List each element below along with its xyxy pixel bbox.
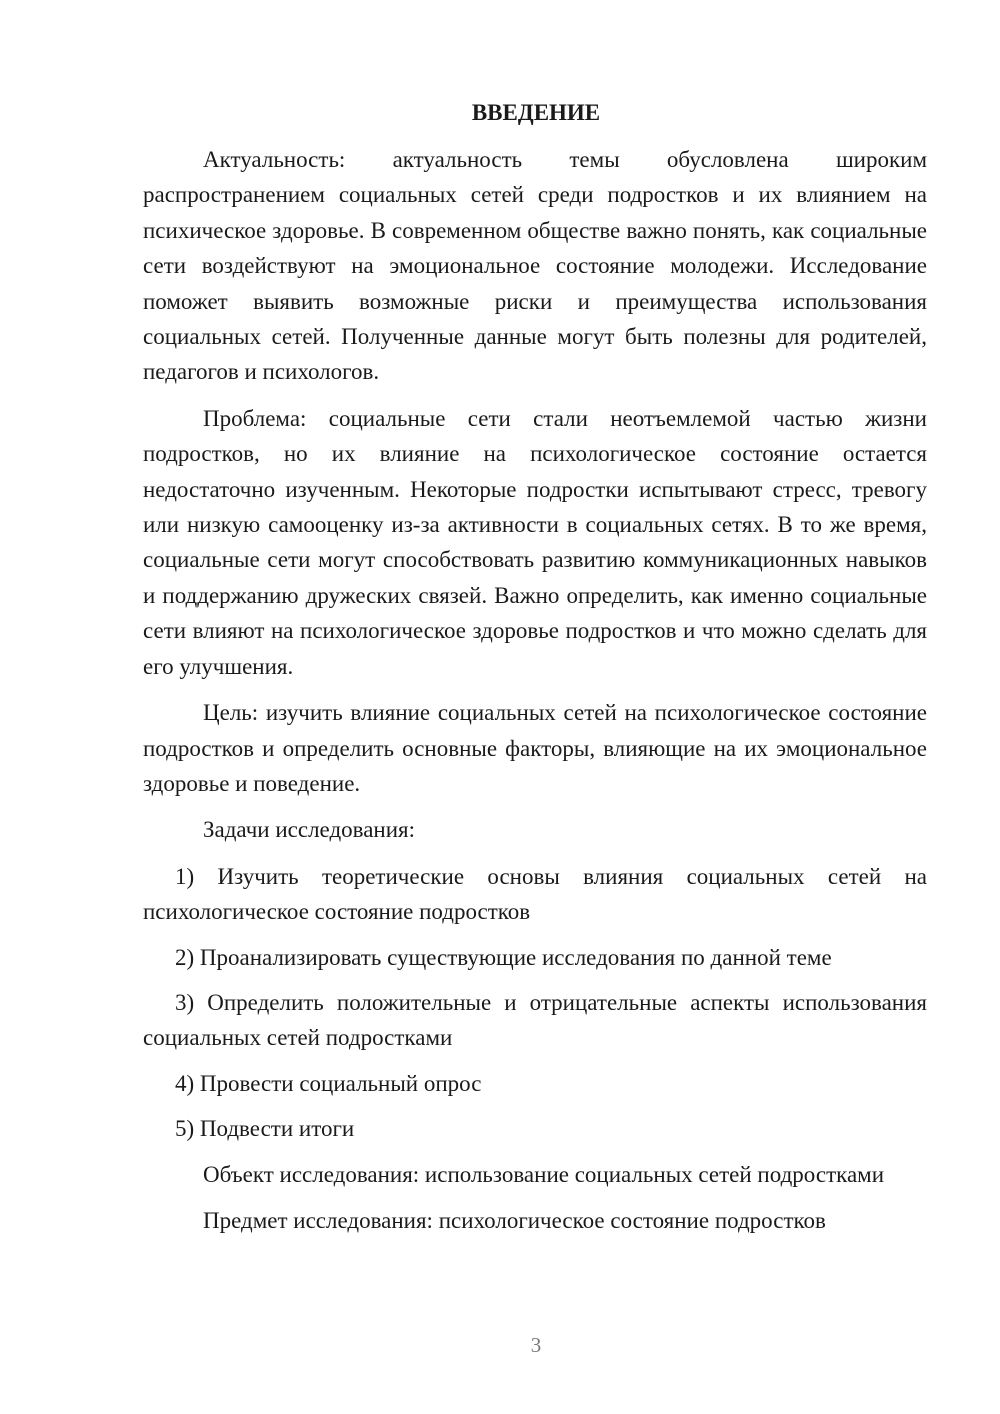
task-item-1: 1) Изучить теоретические основы влияния социальных сетей на психологическое состояние подростков: [143, 863, 927, 925]
tasks-heading: Задачи исследования:: [203, 817, 416, 843]
page-content: [143, 95, 927, 1249]
problem-paragraph: Проблема: социальные сети стали неотъемлемой частью жизни подростков, но их влияние на психологическое состояние остается недостаточно изученным. Некоторые подростки испытывают стресс, тревогу или низкую самооценку из-за активности в социальных сетях. В то же время, социальные сети могут способствовать развитию коммуникационных навыков и поддержанию дружеских связей. Важно определить, как именно социальные сети влияют на психологическое здоровье подростков и что можно сделать для его улучшения.: [143, 405, 927, 679]
task-item-3: 3) Определить положительные и отрицательные аспекты использования социальных сетей подростками: [143, 989, 927, 1051]
task-item-5: 5) Подвести итоги: [175, 1116, 355, 1142]
relevance-paragraph: Актуальность: актуальность темы обусловлена широким распространением социальных сетей среди подростков и их влиянием на психическое здоровье. В современном обществе важно понять, как социальные сети воздействуют на эмоциональное состояние молодежи. Исследование поможет выявить возможные риски и преимущества использования социальных сетей. Полученные данные могут быть полезны для родителей, педагогов и психологов.: [143, 147, 927, 385]
subject-paragraph: Предмет исследования: психологическое состояние подростков: [203, 1207, 826, 1233]
task-item-4: 4) Провести социальный опрос: [175, 1070, 482, 1096]
page-number: 3: [530, 1333, 542, 1357]
task-item-2: 2) Проанализировать существующие исследования по данной теме: [175, 944, 832, 970]
section-title: ВВЕДЕНИЕ: [471, 100, 601, 125]
goal-paragraph: Цель: изучить влияние социальных сетей на психологическое состояние подростков и определить основные факторы, влияющие на их эмоциональное здоровье и поведение.: [143, 700, 927, 796]
object-paragraph: Объект исследования: использование социальных сетей подростками: [203, 1161, 885, 1187]
